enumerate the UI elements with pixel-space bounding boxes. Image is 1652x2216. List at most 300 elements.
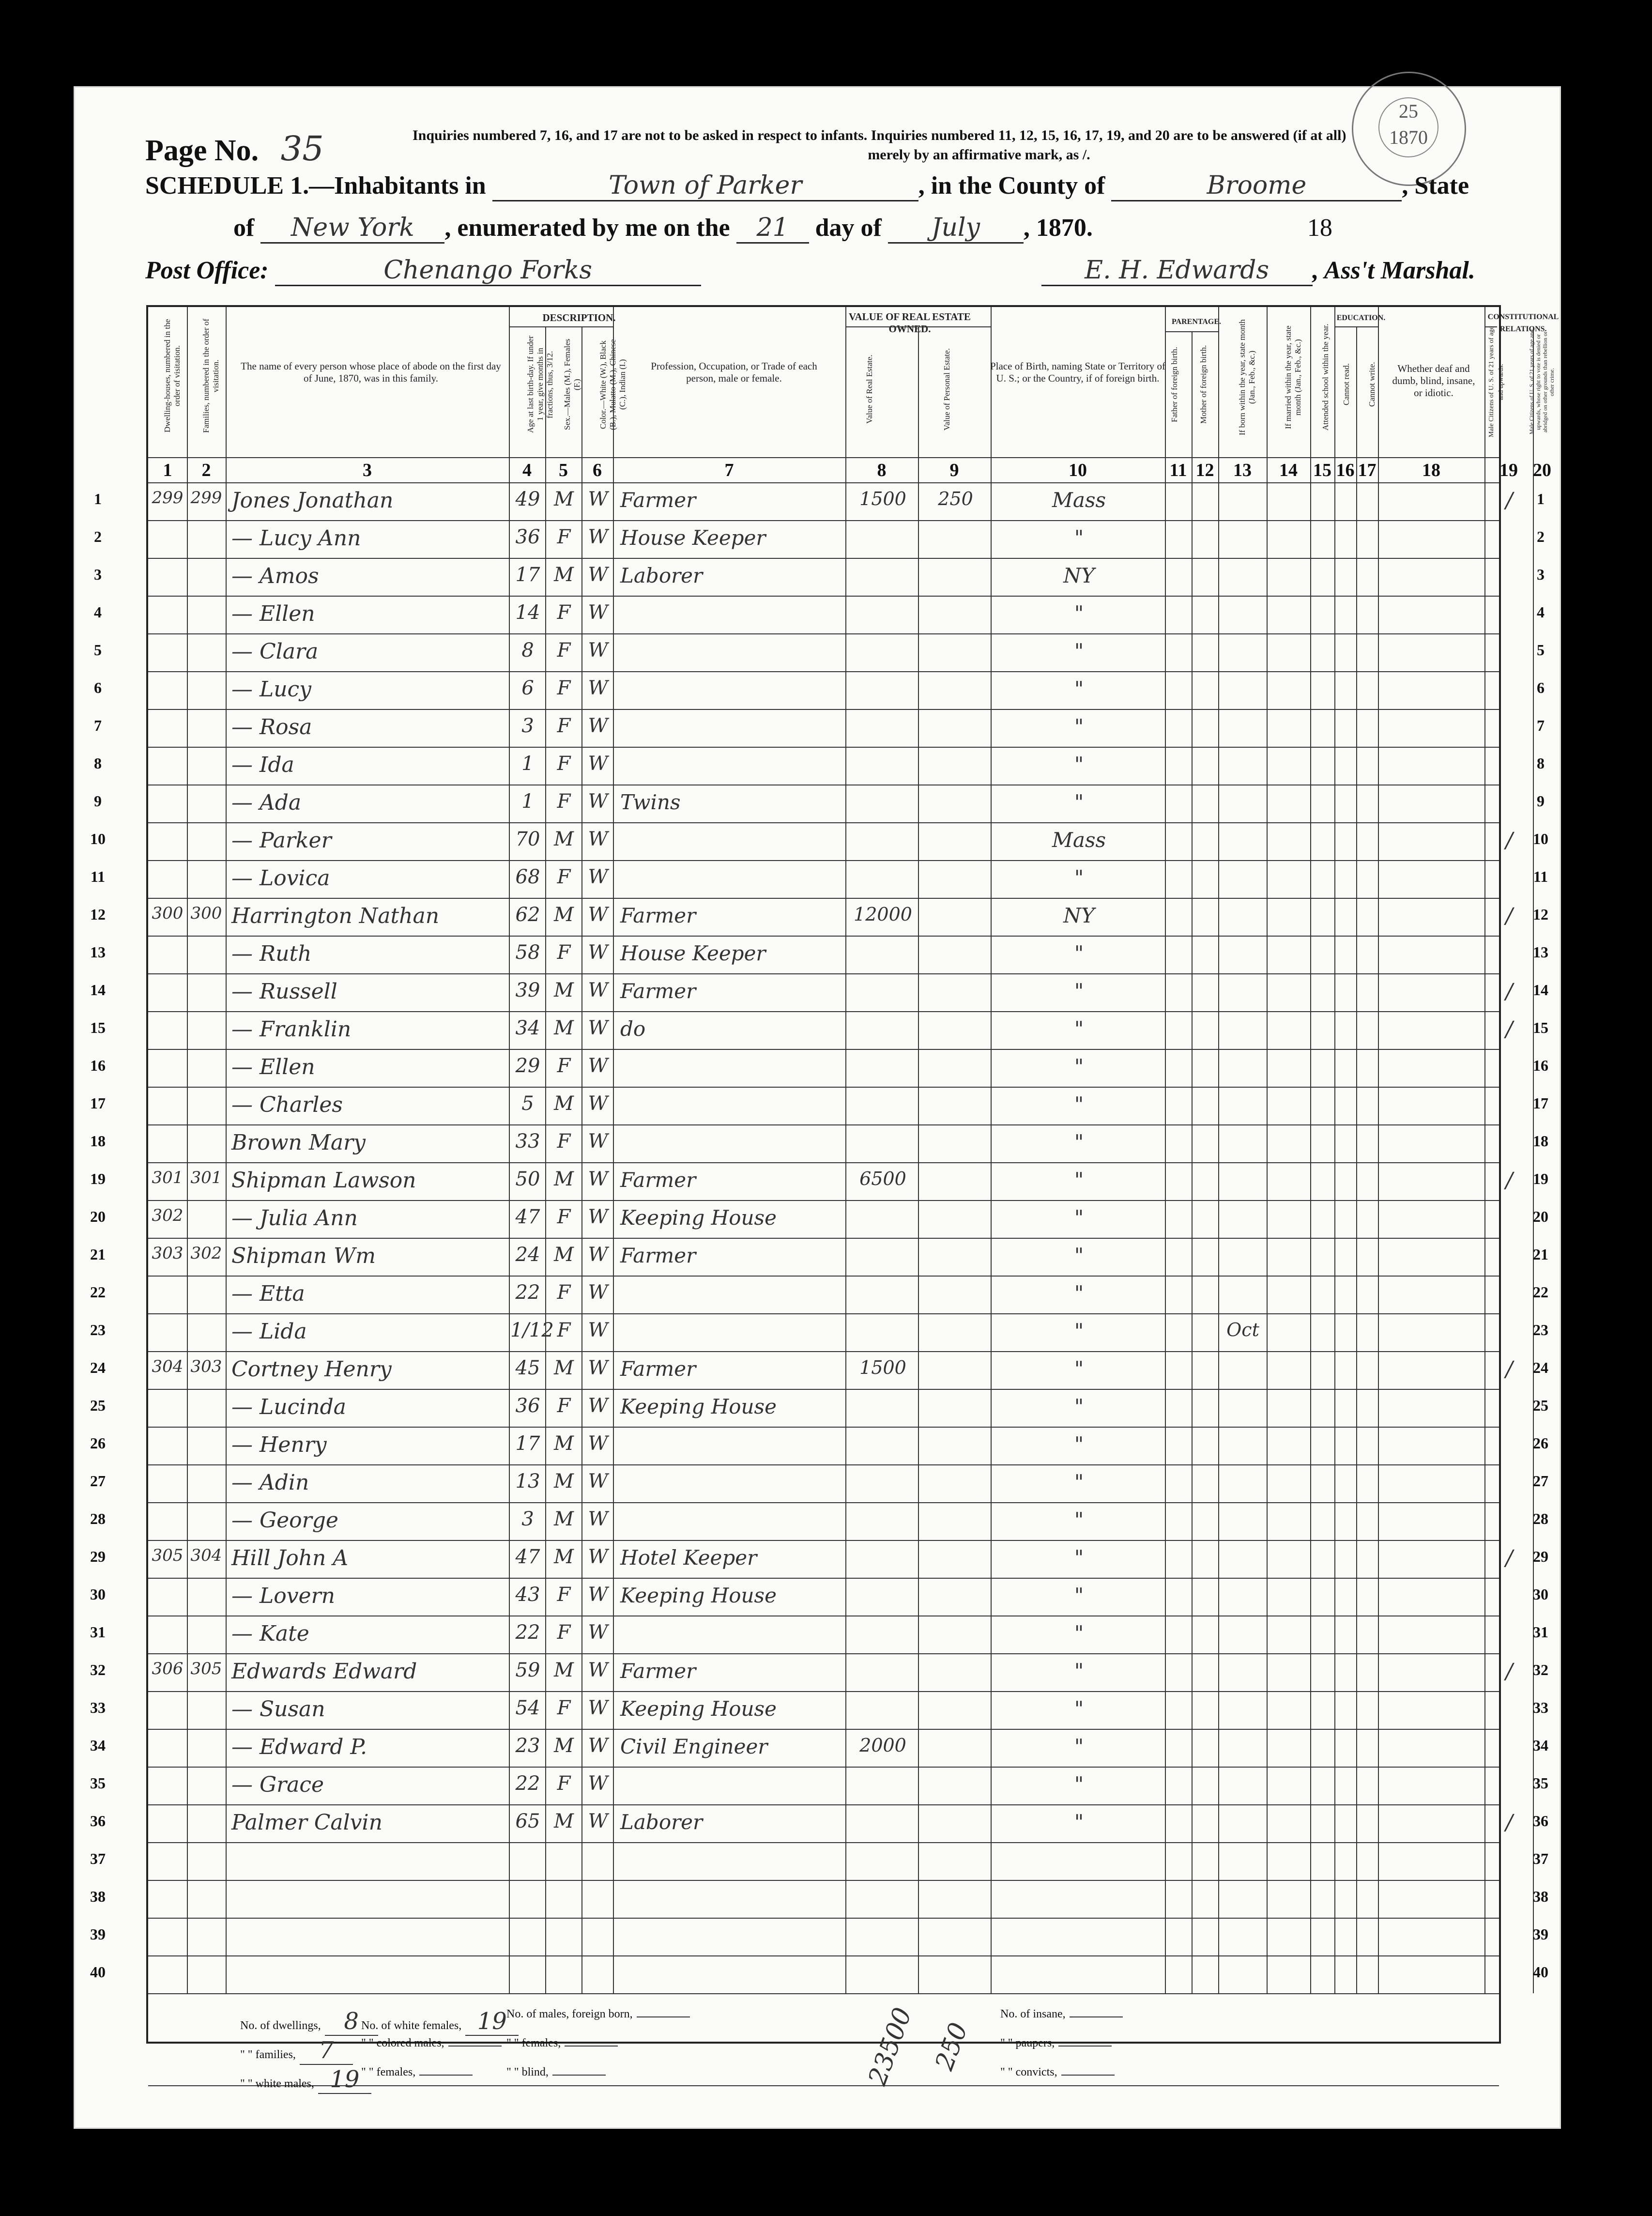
males-foreign-born-label: No. of males, foreign born, [506, 2008, 633, 2020]
row-number-right: 33 [1533, 1699, 1548, 1716]
column-number-4: 4 [522, 460, 532, 480]
birthplace-cell: " [1074, 1395, 1084, 1418]
paupers-count-label: " " paupers, [1000, 2037, 1055, 2049]
white-males-count-label: " " white males, [240, 2078, 314, 2090]
real-estate-value: 12000 [854, 904, 912, 925]
paupers-count-value [1058, 2046, 1112, 2047]
row-rule [148, 1389, 1499, 1390]
row-rule [148, 822, 1499, 823]
age-cell: 22 [515, 1772, 540, 1795]
family-number: 304 [190, 1546, 222, 1565]
family-number: 299 [190, 488, 222, 508]
description-group-header: DESCRIPTION. [542, 312, 616, 323]
color-cell: W [588, 1168, 608, 1190]
birthplace-cell: " [1074, 1319, 1084, 1343]
col-14-header: If married within the year, state month (Jan., Feb., &c.) [1284, 325, 1302, 429]
col-6-header: Color.—White (W.), Black (B.), Mulatto (M.), Chinese (C.), Indian (I.) [598, 339, 627, 430]
birthplace-cell: " [1074, 601, 1084, 625]
row-rule [148, 1162, 1499, 1163]
sex-cell: M [554, 1810, 574, 1832]
row-number-left: 32 [90, 1661, 106, 1678]
col-4-header: Age at last birth-day. If under 1 year, give months in fractions, thus, 3/12. [526, 336, 554, 433]
color-cell: W [588, 979, 608, 1001]
row-number-left: 11 [90, 868, 106, 885]
age-cell: 65 [515, 1810, 540, 1832]
person-name: Edwards Edward [231, 1659, 417, 1684]
row-number-left: 20 [90, 1208, 106, 1225]
row-number-left: 15 [90, 1019, 106, 1036]
notice-line-1: Inquiries numbered 7, 16, and 17 are not to be asked in respect to infants. Inquiries numbered 11, 12, 15, 16, 17, 19, and 20 are to be answered (if at all) [413, 127, 1346, 143]
person-name: — Ruth [231, 941, 312, 966]
age-cell: 6 [521, 677, 534, 699]
dwelling-number: 302 [152, 1206, 184, 1225]
row-number-left: 29 [90, 1548, 106, 1565]
sex-cell: M [554, 1093, 574, 1115]
sex-cell: M [554, 1244, 574, 1266]
birthplace-cell: Mass [1052, 828, 1106, 852]
row-number-right: 34 [1533, 1737, 1548, 1754]
sex-cell: F [557, 753, 571, 775]
row-rule [148, 1804, 1499, 1805]
enumeration-month: July [888, 213, 1024, 244]
person-name: — Grace [231, 1772, 324, 1797]
row-number-right: 13 [1533, 943, 1548, 961]
column-number-17: 17 [1358, 460, 1377, 480]
row-number-right: 15 [1533, 1019, 1548, 1036]
birthplace-cell: " [1074, 1470, 1084, 1494]
occupation-cell: Farmer [620, 1659, 696, 1683]
male-citizen-mark: / [1505, 1357, 1513, 1382]
row-number-left: 4 [94, 603, 102, 621]
age-cell: 3 [521, 1508, 534, 1530]
person-name: — Russell [231, 979, 337, 1004]
age-cell: 29 [515, 1055, 540, 1077]
row-rule [148, 1653, 1499, 1654]
row-rule [509, 326, 613, 327]
row-number-left: 37 [90, 1850, 106, 1867]
row-number-left: 8 [94, 754, 102, 772]
row-rule [148, 1540, 1499, 1541]
person-name: — Lovica [231, 866, 330, 891]
column-number-20: 20 [1533, 460, 1551, 480]
column-rule [581, 326, 582, 1993]
marshal-label: , Ass't Marshal. [1312, 257, 1475, 284]
real-estate-value: 1500 [859, 488, 906, 509]
person-name: — Susan [231, 1697, 325, 1722]
column-number-19: 19 [1499, 460, 1518, 480]
row-number-left: 34 [90, 1737, 106, 1754]
row-rule [148, 1955, 1499, 1956]
sex-cell: F [557, 1697, 571, 1719]
person-name: Jones Jonathan [231, 488, 394, 513]
row-rule [148, 1124, 1499, 1125]
county-name: Broome [1111, 171, 1402, 201]
row-number-right: 16 [1533, 1057, 1548, 1074]
color-cell: W [588, 1810, 608, 1832]
row-number-right: 17 [1533, 1094, 1548, 1112]
sex-cell: M [554, 1735, 574, 1757]
enumeration-year: , 1870. [1023, 214, 1093, 242]
color-cell: W [588, 753, 608, 775]
male-citizen-mark: / [1505, 1810, 1513, 1835]
age-cell: 33 [515, 1130, 540, 1153]
age-cell: 1/12 [510, 1319, 554, 1341]
blind-count [506, 2066, 606, 2079]
schedule-line [145, 171, 1469, 201]
age-cell: 68 [515, 866, 540, 888]
occupation-cell: House Keeper [620, 526, 766, 550]
age-cell: 43 [515, 1584, 540, 1606]
real-estate-value: 6500 [859, 1168, 906, 1189]
column-number-10: 10 [1069, 460, 1087, 480]
column-rule [1165, 307, 1166, 1993]
white-males-count-value: 19 [318, 2066, 371, 2094]
insane-count [1000, 2008, 1123, 2021]
marshal-name: E. H. Edwards [1041, 256, 1313, 286]
row-number-right: 21 [1533, 1246, 1548, 1263]
blind-count-value [552, 2075, 606, 2076]
dwelling-number: 303 [152, 1244, 184, 1263]
person-name: — Julia Ann [231, 1206, 358, 1231]
row-number-right: 2 [1537, 528, 1545, 545]
col-7-header: Profession, Occupation, or Trade of each person, male or female. [651, 360, 817, 384]
row-number-left: 40 [90, 1963, 106, 1981]
row-rule [148, 1200, 1499, 1201]
row-rule [148, 1880, 1499, 1881]
age-cell: 3 [521, 715, 534, 737]
col-1-header: Dwelling-houses, numbered in the order of visitation. [163, 319, 182, 433]
white-females-count-value: 19 [465, 2008, 519, 2036]
color-cell: W [588, 1395, 608, 1417]
row-rule [148, 596, 1499, 597]
birthplace-cell: NY [1063, 904, 1095, 927]
dwellings-count-value: 8 [325, 2008, 378, 2036]
row-rule [148, 671, 1499, 672]
column-number-12: 12 [1195, 460, 1214, 480]
real-estate-value: 1500 [859, 1357, 906, 1378]
row-rule [148, 1502, 1499, 1503]
row-rule [148, 1238, 1499, 1239]
color-cell: W [588, 1319, 608, 1341]
age-cell: 36 [515, 1395, 540, 1417]
age-cell: 24 [515, 1244, 540, 1266]
row-number-right: 8 [1537, 754, 1545, 772]
person-name: — Amos [231, 564, 319, 588]
person-name: — Lucinda [231, 1395, 346, 1419]
sex-cell: F [557, 1055, 571, 1077]
color-cell: W [588, 677, 608, 699]
families-count [240, 2037, 353, 2065]
col-13-header: If born within the year, state month (Jan., Feb., &c.) [1238, 319, 1256, 435]
blind-count-label: " " blind, [506, 2066, 549, 2078]
row-number-right: 9 [1537, 792, 1545, 810]
sex-cell: M [554, 1508, 574, 1530]
age-cell: 47 [515, 1206, 540, 1228]
colored-females-value [419, 2075, 473, 2076]
color-cell: W [588, 1206, 608, 1228]
parentage-group-header: PARENTAGE. [1171, 318, 1222, 326]
person-name: — Charles [231, 1093, 343, 1117]
color-cell: W [588, 1772, 608, 1795]
age-cell: 1 [521, 790, 534, 813]
col-12-header: Mother of foreign birth. [1199, 345, 1208, 424]
color-cell: W [588, 564, 608, 586]
birthplace-cell: " [1074, 1621, 1084, 1645]
enumerated-label: , enumerated by me on the [444, 214, 730, 242]
occupation-cell: House Keeper [620, 941, 766, 965]
birthplace-cell: " [1074, 941, 1084, 965]
col-3-header: The name of every person whose place of abode on the first day of June, 1870, was in this family. [241, 360, 501, 384]
row-number-right: 30 [1533, 1585, 1548, 1603]
row-number-right: 1 [1537, 490, 1545, 508]
person-name: Palmer Calvin [231, 1810, 382, 1835]
sex-cell: F [557, 1130, 571, 1153]
page-number-label [145, 129, 324, 169]
birthplace-cell: " [1074, 979, 1084, 1003]
color-cell: W [588, 1735, 608, 1757]
color-cell: W [588, 601, 608, 624]
person-name: — Ellen [231, 1055, 315, 1079]
sex-cell: M [554, 564, 574, 586]
color-cell: W [588, 941, 608, 964]
row-number-left: 18 [90, 1132, 106, 1150]
age-cell: 49 [515, 488, 540, 510]
sex-cell: F [557, 601, 571, 624]
row-number-right: 27 [1533, 1472, 1548, 1490]
column-number-11: 11 [1169, 460, 1187, 480]
dwelling-number: 304 [152, 1357, 184, 1376]
row-number-left: 10 [90, 830, 106, 847]
row-number-right: 35 [1533, 1774, 1548, 1792]
sex-cell: M [554, 1470, 574, 1493]
personal-estate-value: 250 [938, 488, 973, 509]
row-number-left: 3 [94, 566, 102, 583]
birthplace-cell: " [1074, 677, 1084, 701]
convicts-count [1000, 2066, 1115, 2079]
row-rule [148, 860, 1499, 861]
sex-cell: F [557, 639, 571, 662]
color-cell: W [588, 715, 608, 737]
person-name: Hill John A [231, 1546, 349, 1570]
column-number-7: 7 [724, 460, 734, 480]
birthplace-cell: " [1074, 1659, 1084, 1683]
color-cell: W [588, 1130, 608, 1153]
birthplace-cell: " [1074, 1584, 1084, 1607]
insane-count-value [1070, 2016, 1123, 2017]
schedule-label: SCHEDULE 1.—Inhabitants in [145, 172, 486, 200]
constitutional-group-header: CONSTITUTIONAL RELATIONS. [1487, 313, 1559, 333]
occupation-cell: Keeping House [620, 1584, 777, 1607]
males-foreign-born-value [637, 2016, 690, 2017]
person-name: — Ida [231, 753, 294, 777]
column-number-9: 9 [949, 460, 959, 480]
birth-month-cell: Oct [1226, 1319, 1259, 1340]
sex-cell: F [557, 715, 571, 737]
row-number-right: 24 [1533, 1359, 1548, 1376]
row-rule [148, 1011, 1499, 1012]
education-group-header: EDUCATION. [1336, 314, 1386, 322]
sex-cell: M [554, 1168, 574, 1190]
row-number-left: 6 [94, 679, 102, 696]
row-number-right: 32 [1533, 1661, 1548, 1678]
occupation-cell: Farmer [620, 1168, 696, 1192]
dwelling-number: 299 [152, 488, 184, 508]
column-number-2: 2 [201, 460, 211, 480]
birthplace-cell: " [1074, 1432, 1084, 1456]
column-number-15: 15 [1313, 460, 1331, 480]
row-number-right: 23 [1533, 1321, 1548, 1339]
birthplace-cell: " [1074, 1017, 1084, 1041]
row-number-left: 38 [90, 1888, 106, 1905]
color-cell: W [588, 1357, 608, 1379]
dwellings-count [240, 2008, 378, 2036]
state-label: , State [1402, 172, 1469, 200]
row-number-left: 2 [94, 528, 102, 545]
page-number: 35 [280, 129, 324, 169]
birthplace-cell: " [1074, 1244, 1084, 1267]
person-name: — Kate [231, 1621, 309, 1646]
row-number-right: 4 [1537, 603, 1545, 621]
person-name: — George [231, 1508, 338, 1533]
person-name: Cortney Henry [231, 1357, 392, 1382]
birthplace-cell: " [1074, 715, 1084, 739]
person-name: — Parker [231, 828, 332, 853]
birthplace-cell: " [1074, 1735, 1084, 1758]
person-name: — Edward P. [231, 1735, 367, 1759]
row-number-left: 27 [90, 1472, 106, 1490]
color-cell: W [588, 1281, 608, 1304]
row-number-right: 37 [1533, 1850, 1548, 1867]
sex-cell: F [557, 526, 571, 548]
column-rule [509, 307, 510, 1993]
row-number-left: 21 [90, 1246, 106, 1263]
white-males-count [240, 2066, 371, 2094]
color-cell: W [588, 1093, 608, 1115]
date-stamp [1352, 72, 1466, 186]
paupers-count [1000, 2037, 1112, 2050]
enumeration-day: 21 [736, 213, 809, 244]
occupation-cell: Keeping House [620, 1206, 777, 1230]
age-cell: 39 [515, 979, 540, 1001]
convicts-count-value [1061, 2075, 1115, 2076]
column-rule [845, 307, 846, 1993]
row-number-left: 23 [90, 1321, 106, 1339]
age-cell: 36 [515, 526, 540, 548]
dwelling-number: 300 [152, 904, 184, 923]
age-cell: 22 [515, 1281, 540, 1304]
sex-cell: F [557, 1621, 571, 1644]
col-17-header: Cannot write. [1367, 362, 1377, 407]
row-number-right: 39 [1533, 1925, 1548, 1943]
white-females-count-label: No. of white females, [361, 2019, 462, 2032]
sex-cell: F [557, 790, 571, 813]
person-name: — Clara [231, 639, 319, 664]
row-rule [148, 1993, 1499, 1994]
color-cell: W [588, 1055, 608, 1077]
row-rule [148, 898, 1499, 899]
occupation-cell: Twins [620, 790, 681, 814]
male-citizen-mark: / [1505, 1017, 1513, 1042]
row-rule [148, 1049, 1499, 1050]
color-cell: W [588, 1546, 608, 1568]
column-rule [1267, 307, 1268, 1993]
row-number-right: 12 [1533, 906, 1548, 923]
birthplace-cell: " [1074, 866, 1084, 890]
color-cell: W [588, 1697, 608, 1719]
person-name: — Lovern [231, 1584, 335, 1608]
birthplace-cell: " [1074, 1697, 1084, 1721]
birthplace-cell: " [1074, 790, 1084, 814]
column-number-8: 8 [877, 460, 887, 480]
color-cell: W [588, 1470, 608, 1493]
column-rule [1334, 307, 1335, 1993]
row-number-left: 12 [90, 906, 106, 923]
color-cell: W [588, 828, 608, 850]
row-rule [148, 1767, 1499, 1768]
row-number-right: 10 [1533, 830, 1548, 847]
sex-cell: M [554, 1432, 574, 1455]
col-15-header: Attended school within the year. [1321, 323, 1330, 431]
year-prefix: 18 [1307, 214, 1332, 242]
color-cell: W [588, 526, 608, 548]
row-rule [148, 633, 1499, 634]
page-label-text: Page No. [145, 134, 259, 167]
stamp-year: 1870 [1389, 126, 1428, 148]
sex-cell: F [557, 941, 571, 964]
row-number-right: 28 [1533, 1510, 1548, 1527]
row-number-left: 28 [90, 1510, 106, 1527]
row-number-right: 29 [1533, 1548, 1548, 1565]
birthplace-cell: " [1074, 753, 1084, 776]
birthplace-cell: " [1074, 1357, 1084, 1381]
col-18-header: Whether deaf and dumb, blind, insane, or idiotic. [1392, 363, 1475, 399]
male-citizen-mark: / [1505, 1546, 1513, 1570]
row-rule [148, 709, 1499, 710]
sex-cell: F [557, 1395, 571, 1417]
row-rule [148, 482, 1499, 483]
age-cell: 14 [515, 601, 540, 624]
county-label: , in the County of [918, 172, 1105, 200]
col-10-header: Place of Birth, naming State or Territory of U. S.; or the Country, if of foreign birth. [990, 360, 1166, 384]
color-cell: W [588, 866, 608, 888]
color-cell: W [588, 904, 608, 926]
row-number-left: 26 [90, 1434, 106, 1452]
column-number-18: 18 [1422, 460, 1440, 480]
column-rule [918, 326, 919, 1993]
row-number-left: 35 [90, 1774, 106, 1792]
row-rule [148, 1087, 1499, 1088]
sex-cell: F [557, 1281, 571, 1304]
row-number-right: 18 [1533, 1132, 1548, 1150]
row-rule [148, 973, 1499, 974]
person-name: — Franklin [231, 1017, 352, 1042]
person-name: Harrington Nathan [231, 904, 440, 928]
column-rule [1218, 307, 1219, 1993]
column-number-5: 5 [559, 460, 568, 480]
color-cell: W [588, 639, 608, 662]
person-name: — Etta [231, 1281, 305, 1306]
colored-females-label: " " females, [361, 2066, 416, 2078]
age-cell: 58 [515, 941, 540, 964]
row-rule [148, 558, 1499, 559]
families-count-value: 7 [300, 2037, 353, 2065]
row-number-left: 25 [90, 1397, 106, 1414]
age-cell: 47 [515, 1546, 540, 1568]
state-name: New York [260, 213, 444, 244]
column-number-14: 14 [1279, 460, 1298, 480]
white-females-count [361, 2008, 519, 2036]
row-number-left: 31 [90, 1623, 106, 1641]
